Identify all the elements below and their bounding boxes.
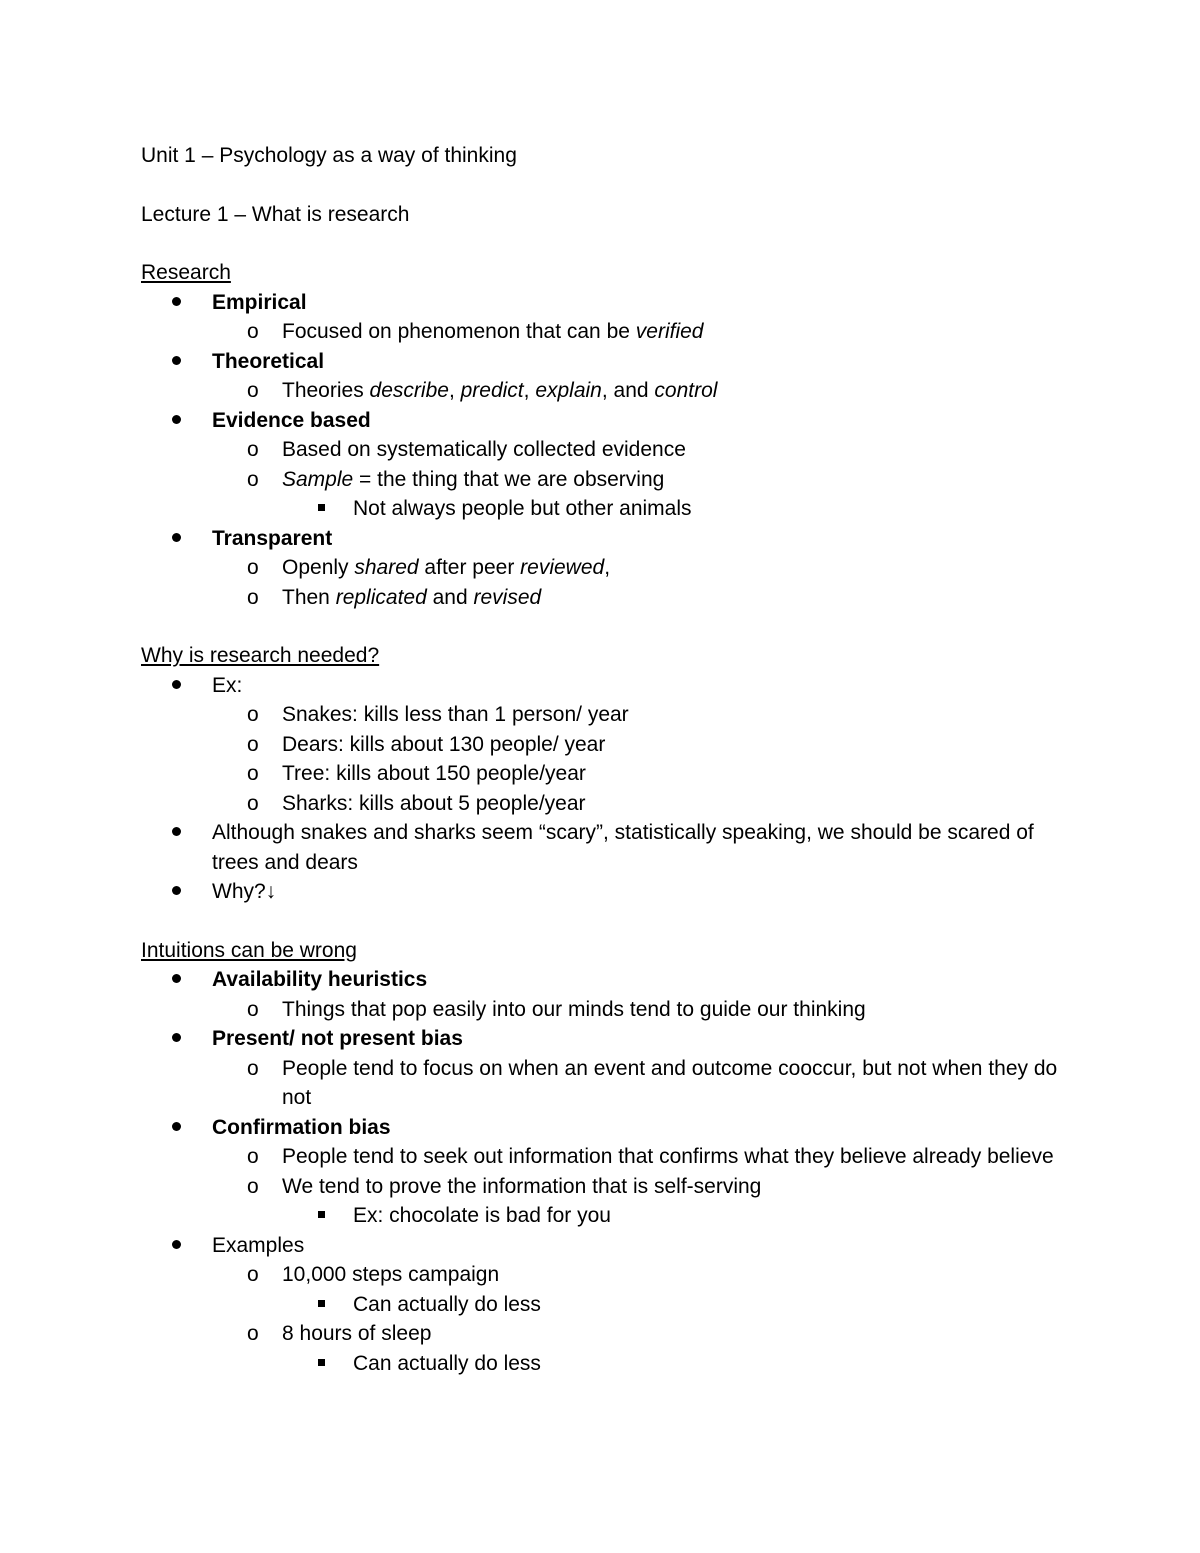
- bullet-circle-icon: o: [247, 1145, 259, 1168]
- document-page: [141, 141, 1071, 1378]
- bullet-disc-icon: [172, 1024, 181, 1054]
- evidence-item-1: o Based on systematically collected evidence: [141, 435, 1071, 465]
- evidence-item-sample: o Sample = the thing that we are observing: [141, 465, 1071, 495]
- bullet-circle-icon: o: [247, 320, 259, 343]
- confirmation-desc-1: o People tend to seek out information that confirms what they believe already believe: [141, 1142, 1071, 1172]
- bullet-square-icon: [318, 1201, 325, 1231]
- bullet-circle-icon: o: [247, 703, 259, 726]
- bullet-circle-icon: o: [247, 556, 259, 579]
- bullet-circle-icon: o: [247, 1056, 259, 1080]
- bullet-circle-icon: o: [247, 1174, 259, 1198]
- why-heading: Why is research needed?: [141, 644, 380, 667]
- bullet-disc-icon: [172, 1231, 181, 1261]
- confirmation-desc-2: o We tend to prove the information that is self-serving: [141, 1172, 1071, 1202]
- example-item: o Dears: kills about 130 people/ year: [141, 730, 1071, 760]
- availability-desc: o Things that pop easily into our minds tend to guide our thinking: [141, 995, 1071, 1025]
- bullet-examples: Examples: [141, 1231, 1071, 1261]
- bullet-although: Although snakes and sharks seem “scary”, statistically speaking, we should be scared of trees and dears: [141, 818, 1071, 877]
- bullet-disc-icon: [172, 406, 181, 436]
- empirical-desc: o Focused on phenomenon that can be verified: [141, 317, 1071, 347]
- bullet-circle-icon: o: [247, 585, 259, 609]
- bullet-disc-icon: [172, 818, 181, 848]
- examples-steps-sub: Can actually do less: [141, 1290, 1071, 1320]
- bullet-disc-icon: [172, 1113, 181, 1143]
- bullet-ex: Ex:: [141, 671, 1071, 701]
- example-item: o Sharks: kills about 5 people/year: [141, 789, 1071, 819]
- confirmation-sub-item: Ex: chocolate is bad for you: [141, 1201, 1071, 1231]
- bullet-transparent: Transparent: [141, 524, 1071, 554]
- bullet-theoretical: Theoretical: [141, 347, 1071, 377]
- bullet-circle-icon: o: [247, 1322, 259, 1345]
- bullet-present-bias: Present/ not present bias: [141, 1024, 1071, 1054]
- bullet-circle-icon: o: [247, 732, 259, 756]
- bullet-circle-icon: o: [247, 791, 259, 815]
- bullet-circle-icon: o: [247, 379, 259, 402]
- examples-steps: o 10,000 steps campaign: [141, 1260, 1071, 1290]
- lecture-title: Lecture 1 – What is research: [141, 202, 410, 226]
- examples-sleep: o 8 hours of sleep: [141, 1319, 1071, 1349]
- unit-title: Unit 1 – Psychology as a way of thinking: [141, 144, 517, 167]
- bullet-availability: Availability heuristics: [141, 965, 1071, 995]
- examples-sleep-sub: Can actually do less: [141, 1349, 1071, 1379]
- bullet-square-icon: [318, 1349, 325, 1379]
- bullet-evidence-based: Evidence based: [141, 406, 1071, 436]
- bullet-confirmation-bias: Confirmation bias: [141, 1113, 1071, 1143]
- example-item: o Tree: kills about 150 people/year: [141, 759, 1071, 789]
- bullet-circle-icon: o: [247, 438, 259, 461]
- evidence-sub-item: Not always people but other animals: [141, 494, 1071, 524]
- transparent-item-1: o Openly shared after peer reviewed,: [141, 553, 1071, 583]
- bullet-square-icon: [318, 1290, 325, 1320]
- bullet-circle-icon: o: [247, 997, 259, 1021]
- bullet-disc-icon: [172, 965, 181, 995]
- example-item: o Snakes: kills less than 1 person/ year: [141, 700, 1071, 730]
- bullet-circle-icon: o: [247, 762, 259, 785]
- bullet-why: Why?↓: [141, 877, 1071, 907]
- bullet-circle-icon: o: [247, 467, 259, 491]
- bullet-circle-icon: o: [247, 1263, 259, 1286]
- intuitions-heading: Intuitions can be wrong: [141, 938, 357, 962]
- bullet-disc-icon: [172, 524, 181, 554]
- research-heading: Research: [141, 261, 231, 284]
- bullet-disc-icon: [172, 288, 181, 318]
- bullet-disc-icon: [172, 671, 181, 701]
- bullet-square-icon: [318, 494, 325, 524]
- bullet-disc-icon: [172, 877, 181, 907]
- bullet-empirical: Empirical: [141, 288, 1071, 318]
- transparent-item-2: o Then replicated and revised: [141, 583, 1071, 613]
- theoretical-desc: o Theories describe, predict, explain, and control: [141, 376, 1071, 406]
- bullet-disc-icon: [172, 347, 181, 377]
- present-bias-desc: o People tend to focus on when an event and outcome cooccur, but not when they do not: [141, 1054, 1071, 1113]
